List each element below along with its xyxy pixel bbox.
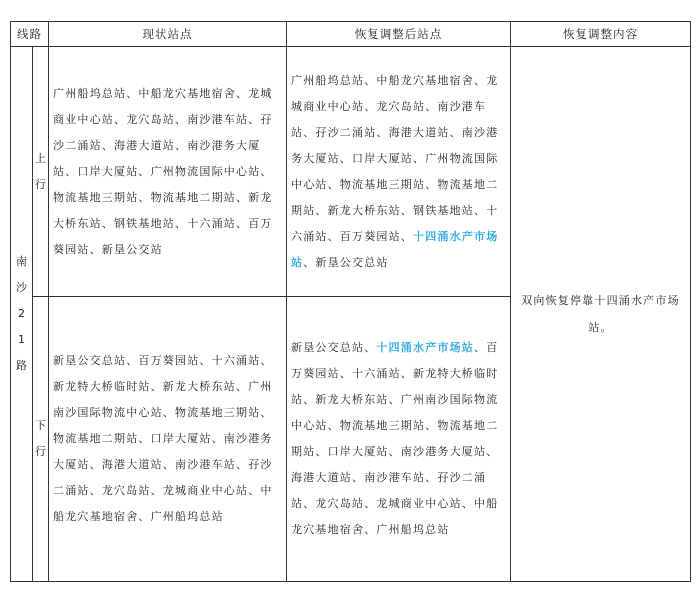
route-name-char: 2 — [18, 307, 25, 320]
route-name-char: 沙 — [16, 281, 27, 294]
route-name-char: 1 — [18, 333, 25, 346]
up-adjusted-text-after: 、新垦公交总站 — [303, 255, 389, 269]
direction-up-cell — [33, 47, 49, 297]
direction-char: 行 — [35, 177, 46, 191]
up-adjusted-highlight: 十四涌水产市场站 — [291, 229, 499, 269]
adjust-content-cell: 双向恢复停靠十四涌水产市场站。 — [511, 47, 691, 582]
route-name-char: 路 — [16, 359, 27, 372]
down-adjusted-text-after: 、百万葵园站、十六涌站、新龙特大桥临时站、新龙大桥东站、广州南沙国际物流中心站、物流基地三期站、物流基地二期站、口岸大厦站、南沙港务大厦站、海港大道站、南沙港车站、孖沙二涌站、龙穴岛站、龙城商业中心站、中船龙穴基地宿舍、广州船坞总站 — [291, 341, 499, 536]
header-route: 线路 — [11, 22, 49, 47]
up-adjusted-stations — [287, 47, 511, 297]
route-name-char: 南 — [16, 255, 27, 268]
route-adjustment-table — [10, 21, 691, 582]
row-up — [11, 47, 691, 297]
header-adjust-content: 恢复调整内容 — [511, 22, 691, 47]
down-adjusted-stations — [287, 297, 511, 582]
direction-char: 下 — [35, 419, 46, 432]
header-current-stations: 现状站点 — [49, 22, 287, 47]
down-current-stations: 新垦公交总站、百万葵园站、十六涌站、新龙特大桥临时站、新龙大桥东站、广州南沙国际物流中心站、物流基地三期站、物流基地二期站、口岸大厦站、南沙港务大厦站、海港大道站、南沙港车站、孖沙二涌站、龙穴岛站、龙城商业中心站、中船龙穴基地宿舍、广州船坞总站 — [49, 297, 287, 582]
direction-char: 上 — [35, 151, 46, 165]
down-adjusted-highlight: 十四涌水产市场站 — [376, 341, 475, 354]
header-adjusted-stations: 恢复调整后站点 — [287, 22, 511, 47]
direction-down-cell — [33, 297, 49, 582]
direction-char: 行 — [35, 445, 46, 458]
route-name-cell — [11, 47, 33, 582]
down-adjusted-text-before: 新垦公交总站、 — [291, 341, 377, 354]
up-adjusted-text-before: 广州船坞总站、中船龙穴基地宿舍、龙城商业中心站、龙穴岛站、南沙港车站、孖沙二涌站、海港大道站、南沙港务大厦站、口岸大厦站、广州物流国际中心站、物流基地三期站、物流基地二期站、新龙大桥东站、钢铁基地站、十六涌站、百万葵园站、 — [291, 73, 499, 243]
up-current-stations: 广州船坞总站、中船龙穴基地宿舍、龙城商业中心站、龙穴岛站、南沙港车站、孖沙二涌站、海港大道站、南沙港务大厦站、口岸大厦站、广州物流国际中心站、物流基地三期站、物流基地二期站、新龙大桥东站、钢铁基地站、十六涌站、百万葵园站、新垦公交站 — [49, 47, 287, 297]
header-row — [11, 22, 691, 47]
